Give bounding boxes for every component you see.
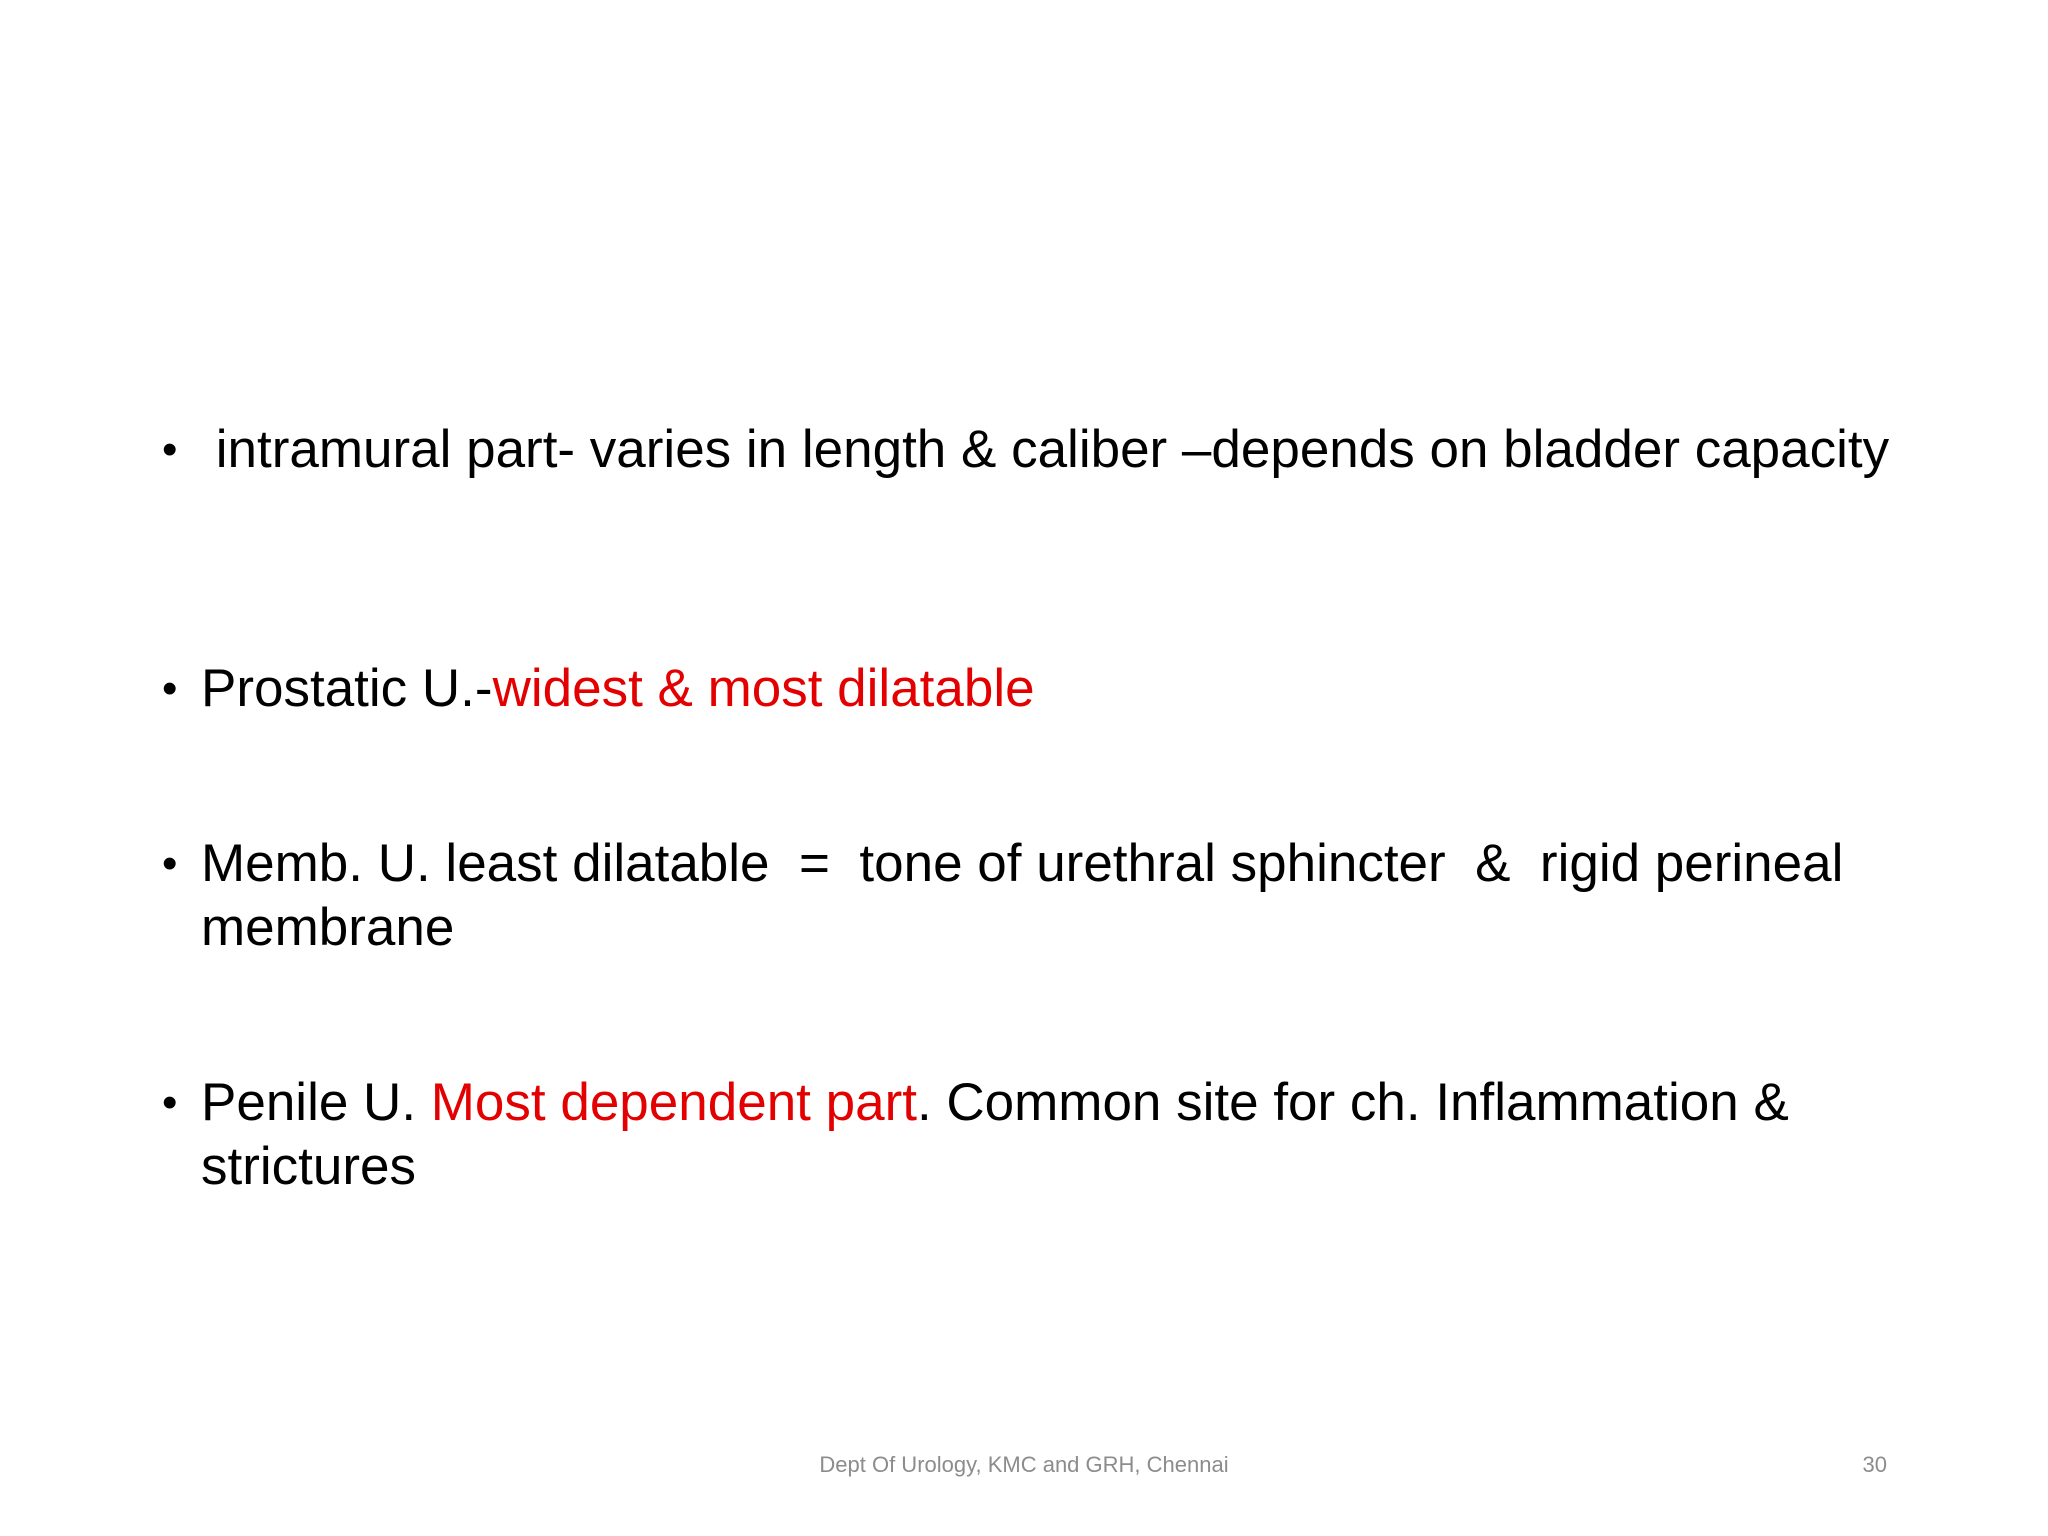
bullet-marker: •: [162, 1078, 178, 1127]
bullet-marker: •: [162, 425, 178, 474]
bullet-highlight: Most dependent part: [430, 1073, 917, 1132]
page-number: 30: [1862, 1452, 1887, 1477]
bullet-text: Penile U.: [201, 1073, 431, 1132]
bullet-highlight: widest & most dilatable: [492, 659, 1035, 718]
bullet-item: [160, 418, 1900, 482]
bullet-item: [160, 1071, 1900, 1199]
bullet-text: Memb. U. least dilatable = tone of urethral sphincter & rigid perineal membrane: [201, 834, 1859, 957]
bullet-item: [160, 657, 1900, 721]
bullet-text: Prostatic U.-: [201, 659, 493, 718]
bullet-item: [160, 832, 1900, 960]
bullet-marker: •: [162, 839, 178, 888]
slide-footer: Dept Of Urology, KMC and GRH, Chennai: [819, 1452, 1229, 1477]
bullet-marker: •: [162, 664, 178, 713]
bullet-text-continued: . Common site for ch. Inflammation & strictures: [201, 1073, 1789, 1196]
bullet-text: intramural part- varies in length & caliber –depends on bladder capacity: [201, 420, 1890, 479]
